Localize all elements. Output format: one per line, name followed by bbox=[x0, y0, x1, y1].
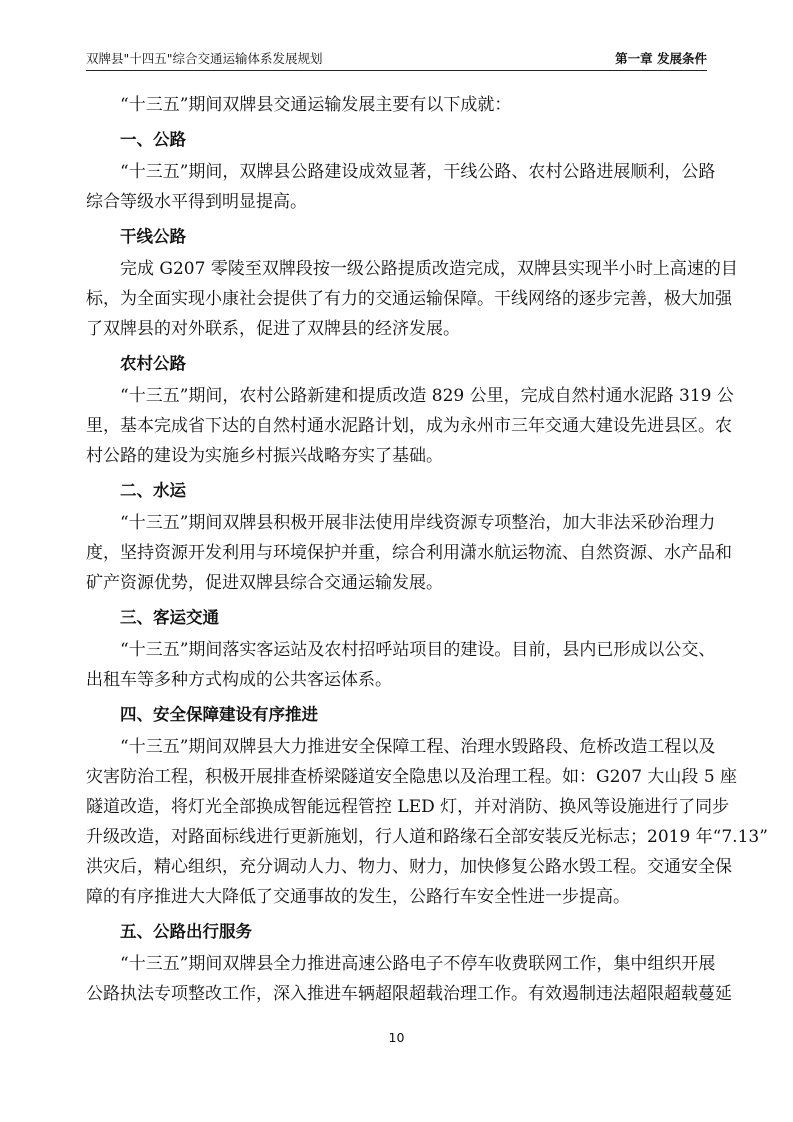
text-line: 公路执法专项整改工作，深入推进车辆超限超载治理工作。有效遏制违法超限超载蔓延 bbox=[86, 984, 732, 1004]
section-heading: 三、客运交通 bbox=[120, 608, 219, 627]
section-heading: 干线公路 bbox=[120, 227, 186, 246]
page-body bbox=[86, 90, 768, 1009]
text-line: “十三五”期间落实客运站及农村招呼站项目的建设。目前，县内已形成以公交、 bbox=[120, 640, 716, 660]
text-line: “十三五”期间，农村公路新建和提质改造 829 公里，完成自然村通水泥路 319 公 bbox=[120, 386, 734, 406]
section-heading: 一、公路 bbox=[120, 130, 186, 149]
page-header bbox=[86, 47, 707, 71]
intro-paragraph: “十三五”期间双牌县交通运输发展主要有以下成就： bbox=[120, 95, 512, 115]
text-line: “十三五”期间，双牌县公路建设成效显著，干线公路、农村公路进展顺利，公路 bbox=[120, 162, 716, 182]
paragraph bbox=[86, 381, 734, 471]
text-line: “十三五”期间双牌县全力推进高速公路电子不停车收费联网工作，集中组织开展 bbox=[120, 954, 716, 974]
text-line: 标，为全面实现小康社会提供了有力的交通运输保障。干线网络的逐步完善，极大加强 bbox=[86, 289, 732, 309]
text-line: 度，坚持资源开发利用与环境保护并重，综合利用潇水航运物流、自然资源、水产品和 bbox=[86, 543, 732, 563]
header-chapter-title: 第一章 发展条件 bbox=[615, 51, 707, 66]
text-line: 障的有序推进大大降低了交通事故的发生，公路行车安全性进一步提高。 bbox=[86, 887, 630, 907]
header-document-title: 双牌县"十四五"综合交通运输体系发展规划 bbox=[86, 51, 323, 66]
section-heading: 二、水运 bbox=[120, 481, 186, 500]
text-line: 出租车等多种方式构成的公共客运体系。 bbox=[86, 670, 392, 690]
text-line: 灾害防治工程，积极开展排查桥梁隧道安全隐患以及治理工程。如：G207 大山段 5 座 bbox=[86, 767, 738, 787]
text-line: 完成 G207 零陵至双牌段按一级公路提质改造完成，双牌县实现半小时上高速的目 bbox=[120, 259, 738, 279]
text-line: 隧道改造，将灯光全部换成智能远程管控 LED 灯，并对消防、换风等设施进行了同步 bbox=[86, 797, 730, 817]
text-line: 升级改造，对路面标线进行更新施划，行人道和路缘石全部安装反光标志；2019 年“7.13” bbox=[86, 827, 768, 847]
text-line: 村公路的建设为实施乡村振兴战略夯实了基础。 bbox=[86, 446, 443, 466]
page-number: 10 bbox=[388, 1030, 405, 1045]
text-line: 综合等级水平得到明显提高。 bbox=[86, 192, 307, 212]
paragraph bbox=[86, 635, 716, 695]
text-line: 了双牌县的对外联系，促进了双牌县的经济发展。 bbox=[86, 319, 460, 339]
text-line: 矿产资源优势，促进双牌县综合交通运输发展。 bbox=[86, 573, 443, 593]
section-heading: 农村公路 bbox=[120, 354, 186, 373]
section-heading: 五、公路出行服务 bbox=[120, 922, 252, 941]
text-line: 里，基本完成省下达的自然村通水泥路计划，成为永州市三年交通大建设先进县区。农 bbox=[86, 416, 732, 436]
paragraph bbox=[86, 157, 716, 217]
paragraph bbox=[86, 254, 738, 344]
text-line: “十三五”期间双牌县积极开展非法使用岸线资源专项整治，加大非法采砂治理力 bbox=[120, 513, 716, 533]
paragraph bbox=[86, 732, 768, 912]
paragraph bbox=[86, 949, 732, 1009]
text-line: 洪灾后，精心组织，充分调动人力、物力、财力，加快修复公路水毁工程。交通安全保 bbox=[86, 857, 732, 877]
paragraph bbox=[86, 508, 732, 598]
section-heading: 四、安全保障建设有序推进 bbox=[120, 705, 318, 724]
text-line: “十三五”期间双牌县大力推进安全保障工程、治理水毁路段、危桥改造工程以及 bbox=[120, 737, 716, 757]
